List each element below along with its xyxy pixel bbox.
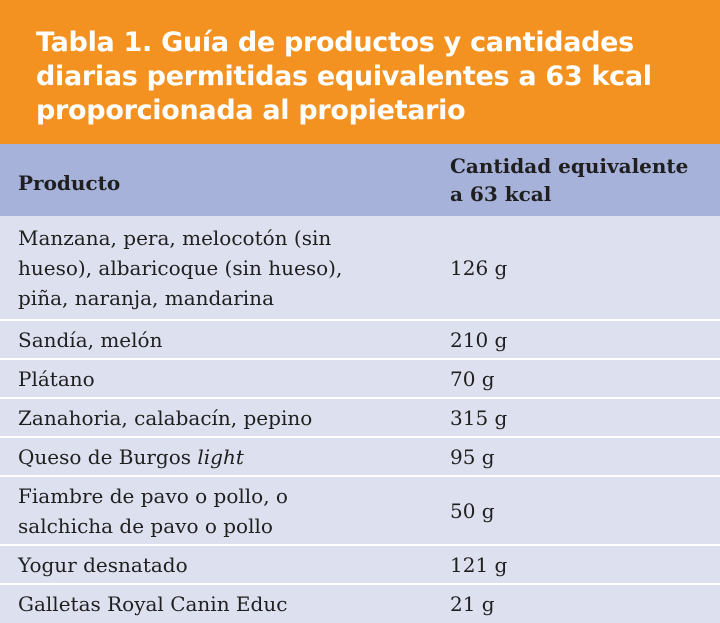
product-line: salchicha de pavo o pollo: [18, 513, 273, 538]
quantity-cell: 95 g: [450, 444, 495, 469]
quantity-cell: 70 g: [450, 366, 495, 391]
quantity-cell: 50 g: [450, 498, 495, 523]
product-cell: [0, 325, 450, 355]
quantity-cell: 210 g: [450, 327, 508, 352]
product-italic-text: light: [197, 444, 244, 469]
product-line: Yogur desnatado: [18, 552, 188, 577]
table-title: [0, 0, 720, 144]
product-cell: [0, 223, 450, 313]
table-row: [0, 477, 720, 546]
table-row: [0, 321, 720, 360]
product-cell: [0, 403, 450, 433]
product-cell: [0, 364, 450, 394]
product-line: Sandía, melón: [18, 327, 163, 352]
product-line: piña, naranja, mandarina: [18, 285, 274, 310]
title-line-3: proporcionada al propietario: [36, 95, 466, 126]
table-row: [0, 399, 720, 438]
title-line-1: Tabla 1. Guía de productos y cantidades: [36, 27, 634, 58]
header-quantity-line-2: a 63 kcal: [450, 182, 552, 206]
table-row: [0, 216, 720, 321]
table-body: [0, 216, 720, 623]
table-header-row: [0, 144, 720, 216]
quantity-cell: 121 g: [450, 552, 508, 577]
title-line-2: diarias permitidas equivalentes a 63 kcal: [36, 61, 652, 92]
quantity-cell: 126 g: [450, 255, 508, 280]
product-line: Manzana, pera, melocotón (sin: [18, 225, 332, 250]
product-cell: [0, 481, 450, 541]
table-row: [0, 438, 720, 477]
quantity-cell: 315 g: [450, 405, 508, 430]
table-row: [0, 546, 720, 585]
table-row: [0, 585, 720, 623]
product-line: [18, 442, 440, 472]
product-line: Fiambre de pavo o pollo, o: [18, 483, 288, 508]
product-cell: [0, 589, 450, 619]
product-line: Plátano: [18, 366, 95, 391]
product-cell: [0, 550, 450, 580]
header-quantity-line-1: Cantidad equivalente: [450, 154, 689, 178]
header-quantity: [450, 152, 720, 208]
header-product: Producto: [18, 171, 121, 195]
product-line: hueso), albaricoque (sin hueso),: [18, 255, 343, 280]
product-text: Queso de Burgos: [18, 444, 198, 469]
table-row: [0, 360, 720, 399]
quantity-cell: 21 g: [450, 592, 495, 616]
product-cell: [0, 442, 450, 472]
product-line: Galletas Royal Canin Educ: [18, 592, 288, 616]
product-line: Zanahoria, calabacín, pepino: [18, 405, 313, 430]
